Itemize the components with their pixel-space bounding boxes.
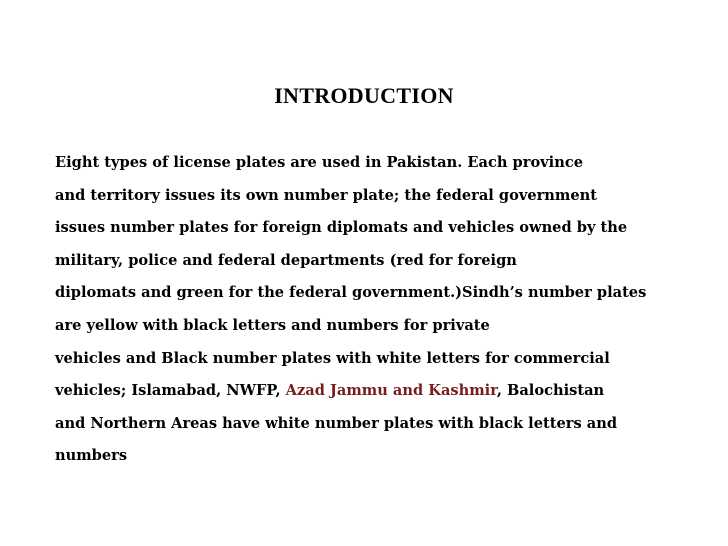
- azad-jammu-kashmir-link[interactable]: Azad Jammu and Kashmir: [285, 382, 497, 400]
- paragraph-line-5: diplomats and green for the federal government.)Sindh’s number plates: [55, 284, 647, 302]
- paragraph-line-6: are yellow with black letters and numbers for private: [55, 316, 490, 334]
- paragraph-line-4: military, police and federal departments (red for foreign: [55, 251, 517, 269]
- line-8-text-before: vehicles; Islamabad, NWFP,: [55, 382, 286, 400]
- paragraph-line-7: vehicles and Black number plates with white letters for commercial: [55, 349, 610, 367]
- paragraph-line-1: Eight types of license plates are used in Pakistan. Each province: [55, 154, 583, 171]
- paragraph-line-2: and territory issues its own number plate; the federal government: [55, 186, 597, 204]
- paragraph-line-8: [55, 375, 720, 408]
- paragraph-line-10: numbers: [55, 447, 128, 465]
- paragraph-line-9: and Northern Areas have white number plates with black letters and: [55, 414, 618, 432]
- line-8-text-after: , Balochistan: [496, 382, 605, 400]
- slide-title: INTRODUCTION: [274, 83, 454, 108]
- paragraph-line-3: issues number plates for foreign diplomats and vehicles owned by the: [55, 219, 628, 237]
- body-paragraph: [55, 147, 720, 473]
